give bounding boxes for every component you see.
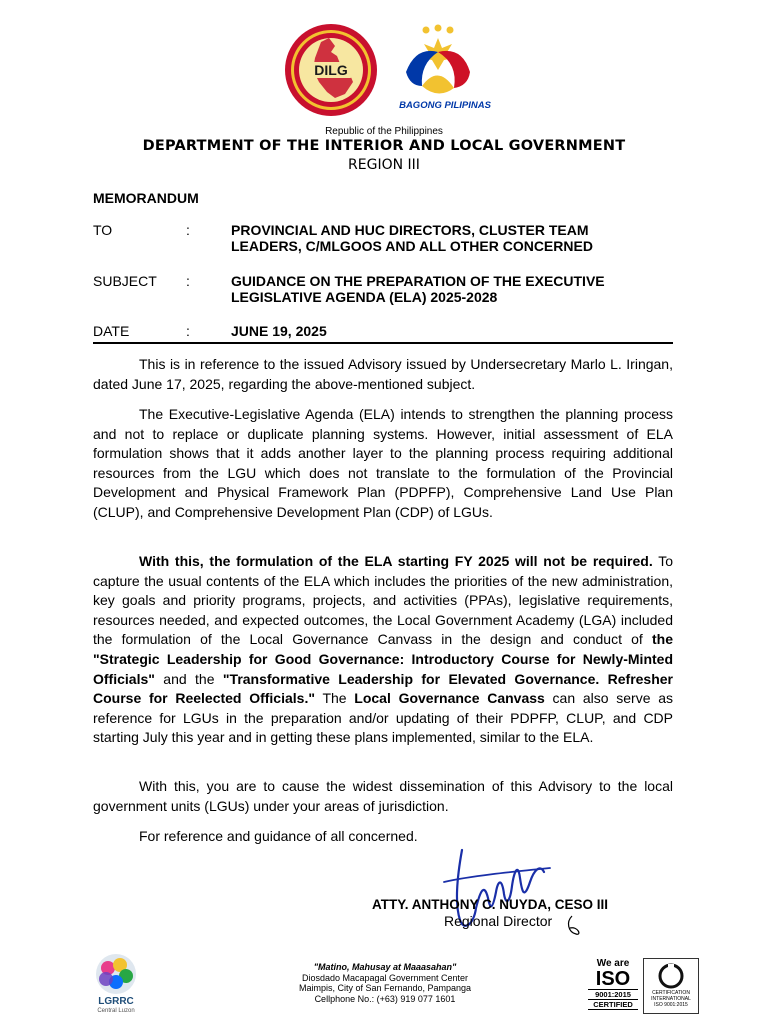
lgrrc-sub-label: Central Luzon [97, 1008, 135, 1014]
subject-value-line1: GUIDANCE ON THE PREPARATION OF THE EXECUTIVE [231, 273, 605, 289]
body-paragraph-4 [93, 777, 673, 816]
p3-text-2: and the [154, 670, 223, 687]
ela-not-required-statement: With this, the formulation of the ELA starting FY 2025 will not be required. [139, 553, 653, 569]
strategic-leadership-course-title: the "Strategic Leadership for Good Governance: Introductory Course for Newly-Minted Officials" [93, 631, 673, 687]
republic-label: Republic of the Philippines [325, 126, 443, 137]
p3-text-1: To capture the usual contents of the ELA which includes the priorities of the new administration, key goals and priority programs, projects, and activities (PPAs), legislative requirements, resources needed, and expected outcomes, the Local Government Academy (LGA) included the formulation of the Local Governance Canvass in the design and conduct of [93, 553, 673, 648]
header-divider [93, 342, 673, 344]
to-colon: : [186, 222, 190, 238]
footer-phone: Cellphone No.: (+63) 919 077 1601 [314, 993, 456, 1004]
signatory-name: ATTY. ANTHONY C. NUYDA, CESO III [372, 897, 609, 912]
paragraph-3-text [93, 552, 673, 748]
cert-line3: ISO 9001:2015 [654, 1002, 688, 1008]
iso-we-are: We are [596, 958, 630, 969]
to-label: TO [93, 222, 113, 238]
body-paragraph-1 [93, 355, 673, 394]
dilg-logo-text: DILG [314, 62, 348, 78]
date-label: DATE [93, 323, 130, 339]
cert-text [644, 990, 698, 1008]
lgrrc-label: LGRRC [98, 996, 134, 1007]
footer-address [250, 962, 520, 1004]
iso-badge [588, 958, 638, 1010]
iso-text: ISO [595, 968, 631, 990]
local-governance-canvass-term: Local Governance Canvass [354, 690, 545, 707]
body-paragraph-5 [93, 827, 673, 847]
signatory-title: Regional Director [444, 913, 553, 929]
paragraph-4-text: With this, you are to cause the widest dissemination of this Advisory to the local government units (LGUs) under your areas of jurisdiction. [93, 778, 673, 814]
department-name: DEPARTMENT OF THE INTERIOR AND LOCAL GOVERNMENT [142, 138, 626, 154]
footer-address-line1: Diosdado Macapagal Government Center [301, 972, 469, 983]
date-colon: : [186, 323, 190, 339]
dilg-seal-logo [283, 22, 379, 118]
to-value-line2: LEADERS, C/MLGOOS AND ALL OTHER CONCERNED [231, 238, 593, 254]
memo-title: MEMORANDUM [93, 190, 199, 206]
to-value [231, 222, 593, 254]
p3-text-3: The [314, 690, 355, 707]
paragraph-2-text: The Executive-Legislative Agenda (ELA) intends to strengthen the planning process and not to replace or duplicate planning systems. However, initial assessment of ELA formulation shows that it adds another layer to the planning process requiring additional resources from the LGU which does not translate to the formulation of the Provincial Development and Physical Framework Plan (PDPFP), Comprehensive Land Use Plan (CLUP), and Comprehensive Development Plan (CDP) of LGUs. [93, 406, 673, 520]
subject-label: SUBJECT [93, 273, 157, 289]
certification-mark-icon [656, 963, 686, 989]
body-paragraph-2 [93, 405, 673, 523]
transformative-leadership-course-title: "Transformative Leadership for Elevated Governance. Refresher Course for Reelected Officials." [93, 670, 673, 707]
subject-value [231, 273, 605, 305]
cert-line1: CERTIFICATION [652, 990, 690, 996]
iso-certified: CERTIFIED [588, 999, 638, 1010]
footer-motto: "Matino, Mahusay at Maaasahan" [313, 962, 457, 972]
paragraph-1-text: This is in reference to the issued Advisory issued by Undersecretary Marlo L. Iringan, dated June 17, 2025, regarding the above-mentioned subject. [93, 356, 673, 392]
p3-text-4: can also serve as reference for LGUs in the preparation and/or updating of their PDPFP, CLUP, and CDP starting July this year and in getting these plans implemented, similar to the ELA. [93, 690, 673, 746]
subject-value-line2: LEGISLATIVE AGENDA (ELA) 2025-2028 [231, 289, 498, 305]
region-label: REGION III [348, 157, 420, 173]
footer-address-line2: Maimpis, City of San Fernando, Pampanga [298, 983, 472, 994]
body-paragraph-3 [93, 552, 673, 748]
iso-standard: 9001:2015 [588, 989, 638, 999]
paragraph-5-text: For reference and guidance of all concerned. [139, 828, 418, 844]
to-value-line1: PROVINCIAL AND HUC DIRECTORS, CLUSTER TEAM [231, 222, 589, 238]
subject-colon: : [186, 273, 190, 289]
date-value: JUNE 19, 2025 [231, 323, 327, 339]
bagong-pilipinas-label: BAGONG PILIPINAS [399, 100, 491, 111]
certification-international-badge [643, 958, 699, 1014]
lgrrc-logo [88, 952, 144, 996]
bagong-pilipinas-logo [396, 24, 496, 104]
cert-line2: INTERNATIONAL [651, 996, 691, 1002]
